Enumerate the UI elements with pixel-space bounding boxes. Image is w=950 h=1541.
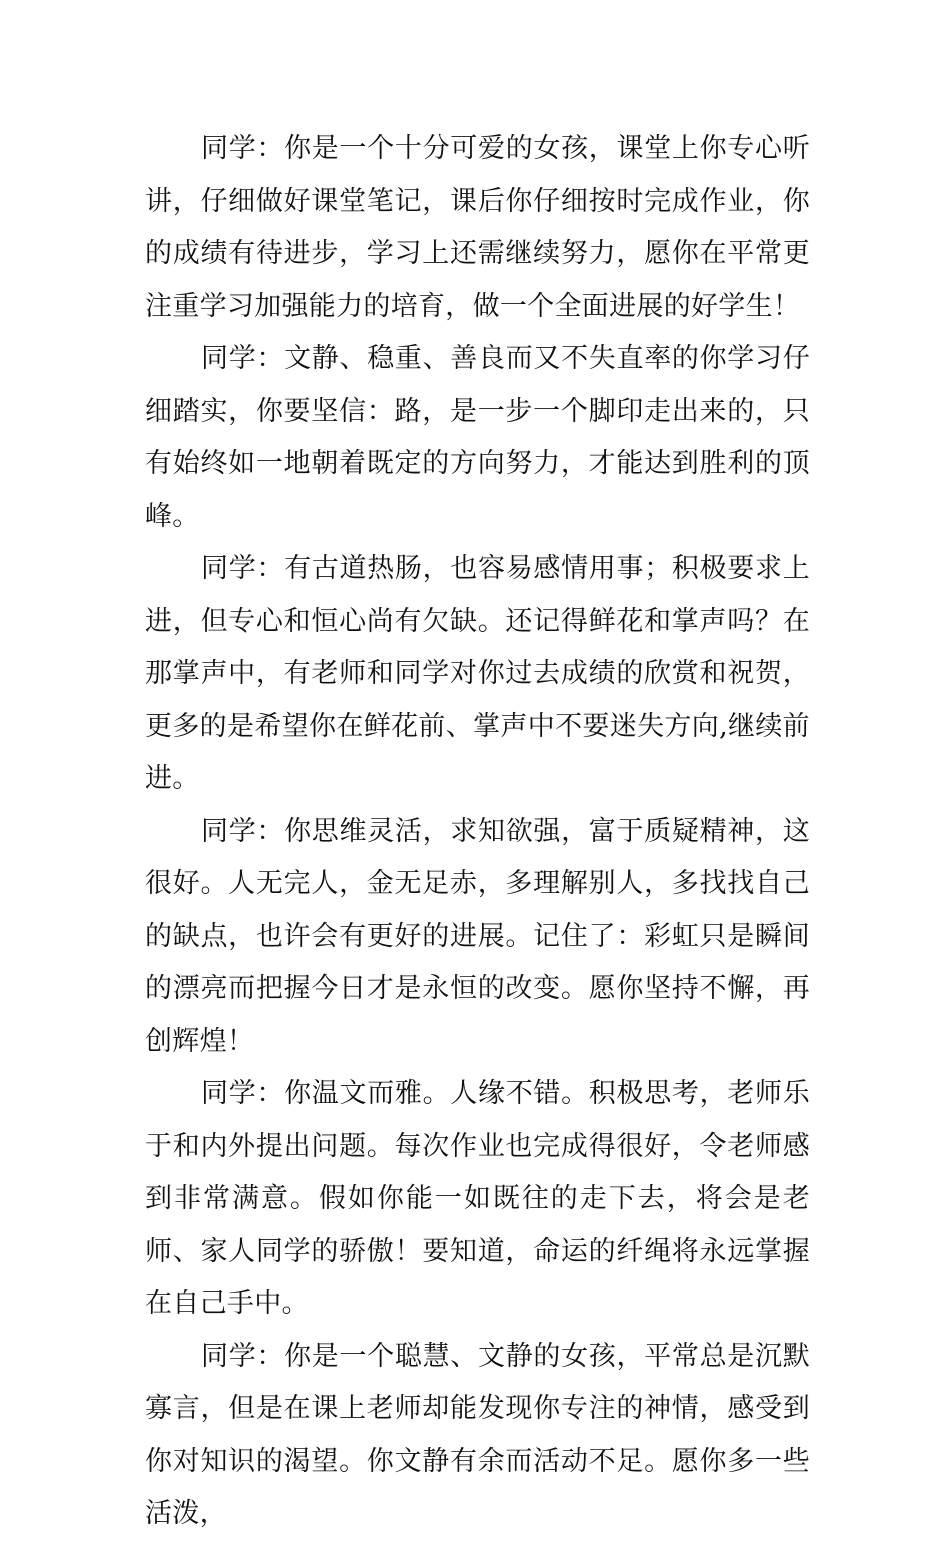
comment-paragraph-3: 同学：有古道热肠，也容易感情用事；积极要求上进，但专心和恒心尚有欠缺。还记得鲜花和掌声吗？在那掌声中，有老师和同学对你过去成绩的欣赏和祝贺，更多的是希望你在鲜花前、掌声中不要迷失方向,继续前进。: [145, 553, 810, 794]
comment-paragraph-5: 同学：你温文而雅。人缘不错。积极思考，老师乐于和内外提出问题。每次作业也完成得很好，令老师感到非常满意。假如你能一如既往的走下去，将会是老师、家人同学的骄傲！要知道，命运的纤绳将永远掌握在自己手中。: [145, 1078, 810, 1319]
comment-paragraph-2: 同学：文静、稳重、善良而又不失直率的你学习仔细踏实，你要坚信：路，是一步一个脚印走出来的，只有始终如一地朝着既定的方向努力，才能达到胜利的顶峰。: [145, 343, 810, 532]
document-body: [145, 123, 810, 1541]
comment-paragraph-1: 同学：你是一个十分可爱的女孩，课堂上你专心听讲，仔细做好课堂笔记，课后你仔细按时完成作业，你的成绩有待进步，学习上还需继续努力，愿你在平常更注重学习加强能力的培育，做一个全面进展的好学生！: [145, 133, 810, 322]
comment-paragraph-6: 同学：你是一个聪慧、文静的女孩，平常总是沉默寡言，但是在课上老师却能发现你专注的神情，感受到你对知识的渴望。你文静有余而活动不足。愿你多一些活泼，: [145, 1340, 810, 1529]
comment-paragraph-4: 同学：你思维灵活，求知欲强，富于质疑精神，这很好。人无完人，金无足赤，多理解别人，多找找自己的缺点，也许会有更好的进展。记住了：彩虹只是瞬间的漂亮而把握今日才是永恒的改变。愿你坚持不懈，再创辉煌！: [145, 815, 810, 1057]
